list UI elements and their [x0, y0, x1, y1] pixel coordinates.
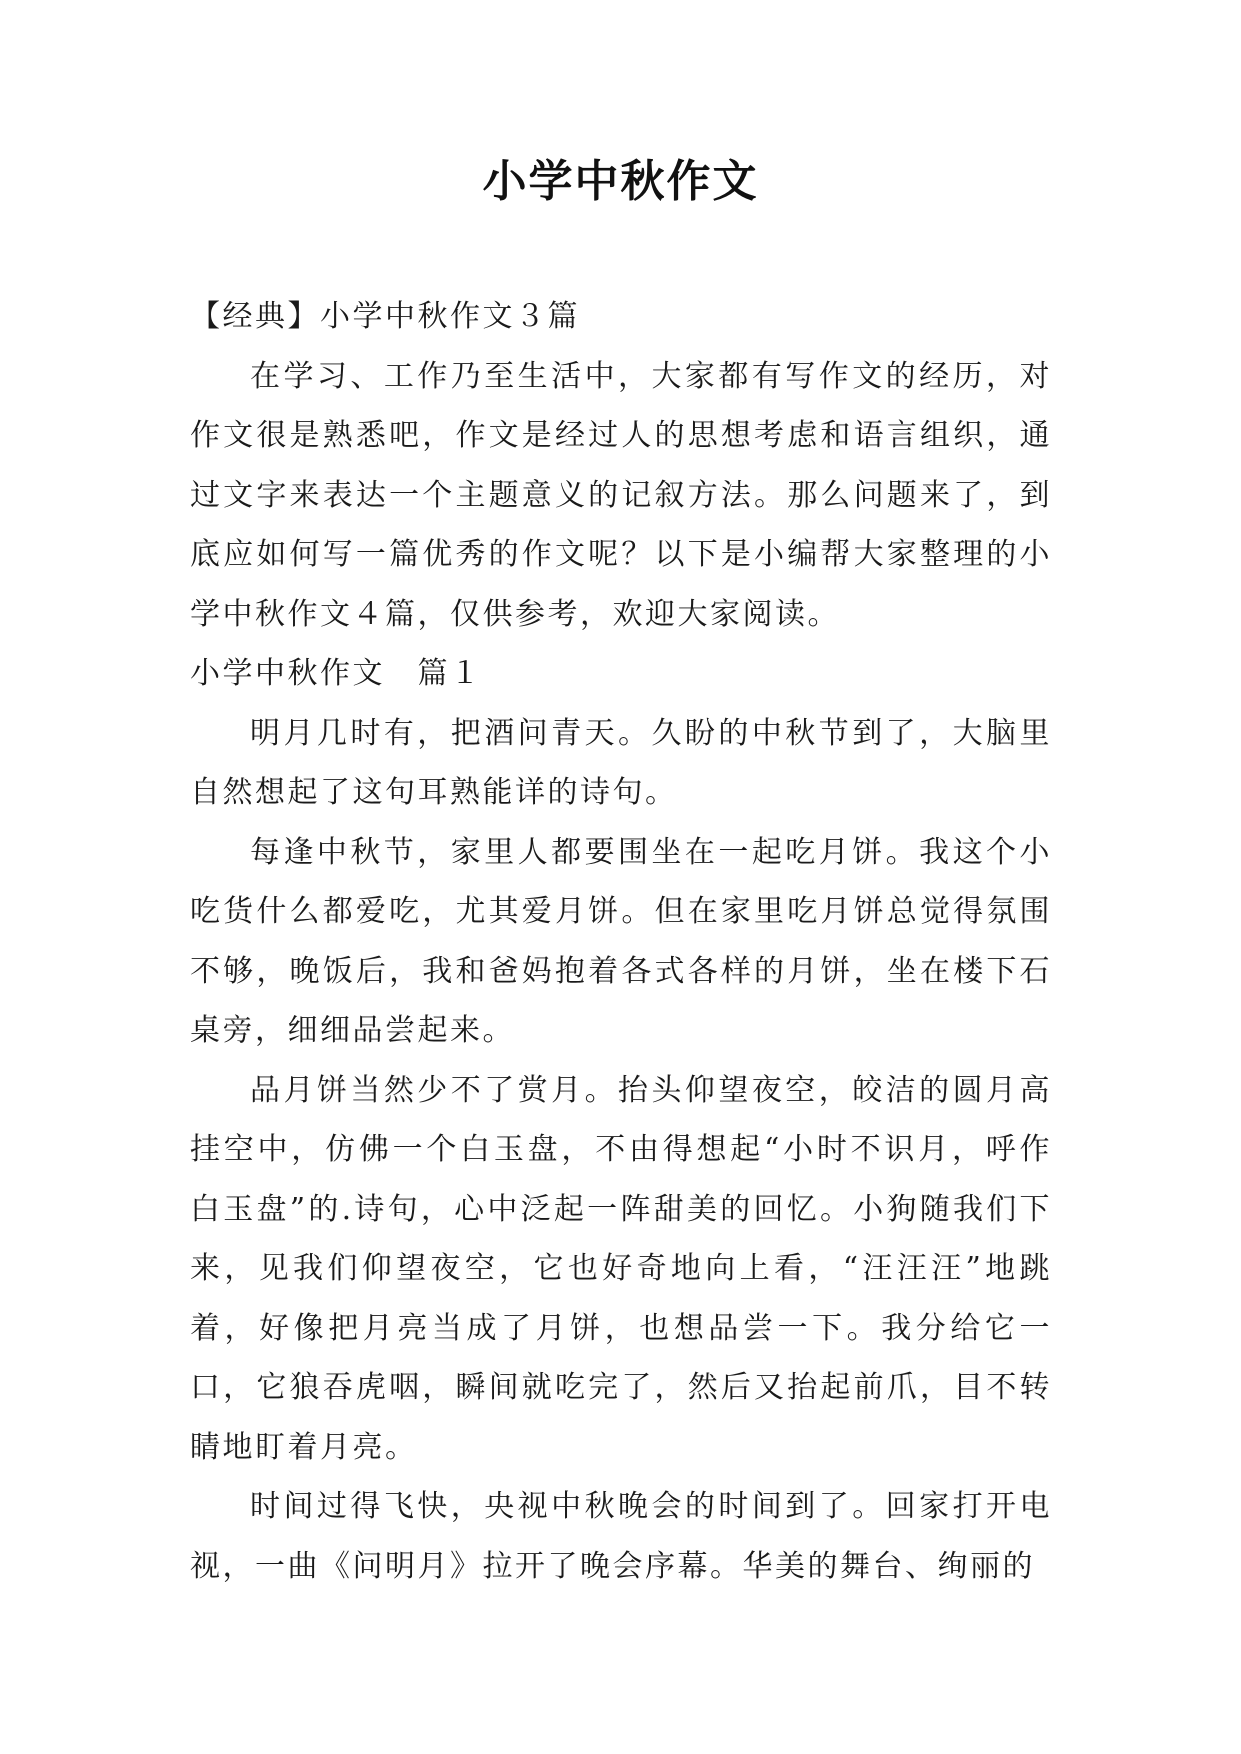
document-subtitle: 【经典】小学中秋作文３篇 [190, 299, 580, 334]
body-paragraph: 每逢中秋节，家里人都要围坐在一起吃月饼。我这个小吃货什么都爱吃，尤其爱月饼。但在家里吃月饼总觉得氛围不够，晚饭后，我和爸妈抱着各式各样的月饼，坐在楼下石桌旁，细细品尝起来。 [190, 834, 1052, 1048]
intro-paragraph: 在学习、工作乃至生活中，大家都有写作文的经历，对作文很是熟悉吧，作文是经过人的思想考虑和语言组织，通过文字来表达一个主题意义的记叙方法。那么问题来了，到底应如何写一篇优秀的作文呢？以下是小编帮大家整理的小学中秋作文４篇，仅供参考，欢迎大家阅读。 [190, 358, 1052, 632]
document-title: 小学中秋作文 [482, 156, 759, 207]
body-paragraph: 品月饼当然少不了赏月。抬头仰望夜空，皎洁的圆月高挂空中，仿佛一个白玉盘，不由得想起“小时不识月，呼作白玉盘”的.诗句，心中泛起一阵甜美的回忆。小狗随我们下来，见我们仰望夜空，它也好奇地向上看，“汪汪汪”地跳着，好像把月亮当成了月饼，也想品尝一下。我分给它一口，它狼吞虎咽，瞬间就吃完了，然后又抬起前爪，目不转睛地盯着月亮。 [190, 1072, 1052, 1465]
document-body [190, 287, 1052, 1596]
section-heading: 小学中秋作文 篇１ [190, 656, 483, 691]
body-paragraph: 明月几时有，把酒问青天。久盼的中秋节到了，大脑里自然想起了这句耳熟能详的诗句。 [190, 715, 1052, 810]
body-paragraph: 时间过得飞快，央视中秋晚会的时间到了。回家打开电视，一曲《问明月》拉开了晚会序幕。华美的舞台、绚丽的 [190, 1489, 1052, 1584]
